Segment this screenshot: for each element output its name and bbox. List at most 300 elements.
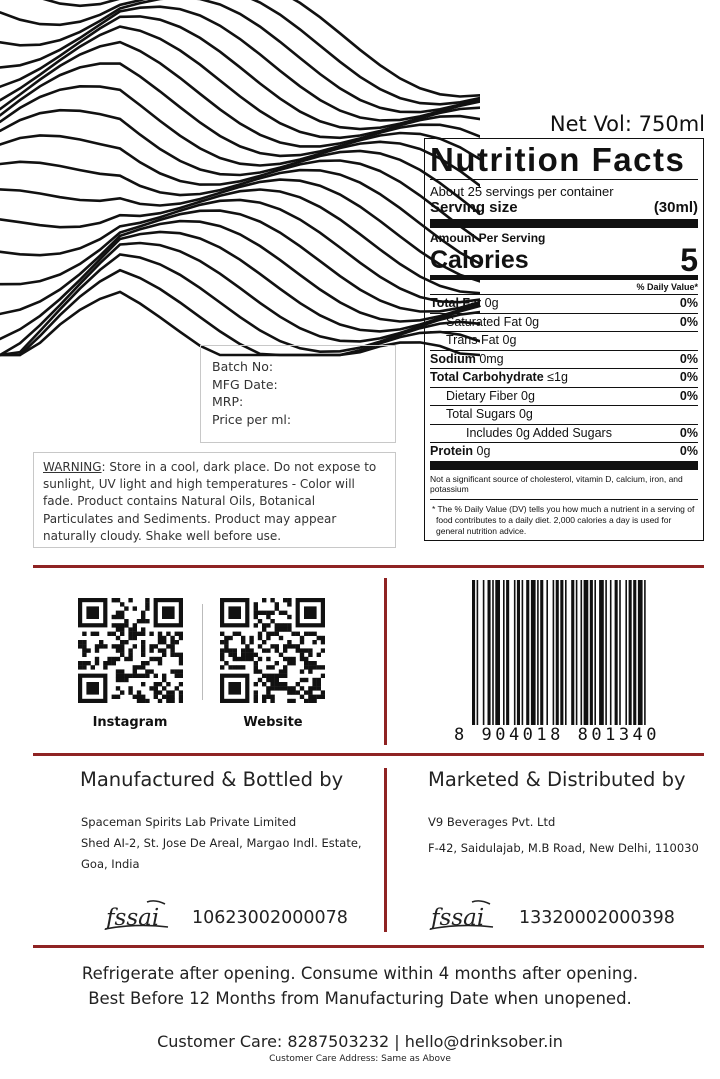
qr-module — [141, 648, 145, 652]
barcode-bar — [644, 580, 646, 725]
batch-info-box — [200, 345, 396, 443]
qr-module — [162, 636, 166, 640]
nutrient-amount: Dietary Fiber 0g — [446, 388, 535, 403]
qr-module — [133, 636, 137, 640]
qr-module — [237, 657, 241, 661]
nutrient-row — [430, 425, 698, 444]
barcode-bar — [599, 580, 604, 725]
qr-module — [220, 640, 224, 644]
qr-module — [220, 665, 224, 669]
qr-module — [304, 690, 308, 694]
nutrient-amount: Includes 0g Added Sugars — [466, 425, 612, 440]
daily-value-header: % Daily Value* — [430, 280, 698, 295]
qr-module — [262, 640, 266, 644]
qr-module — [270, 674, 274, 678]
barcode-bar — [594, 580, 596, 725]
qr-module — [254, 653, 258, 657]
art-line — [0, 42, 480, 146]
qr-module — [275, 606, 279, 610]
qr-module — [175, 653, 179, 657]
net-volume: Net Vol: 750ml — [549, 112, 705, 136]
qr-module — [279, 653, 283, 657]
qr-module — [312, 661, 316, 665]
qr-module — [270, 682, 274, 686]
qr-module — [158, 699, 162, 703]
qr-module — [241, 648, 245, 652]
qr-module — [128, 686, 132, 690]
divider — [33, 945, 704, 948]
divider — [33, 565, 704, 568]
nutrient-amount: Saturated Fat 0g — [446, 314, 540, 329]
qr-module — [300, 695, 304, 699]
qr-module — [179, 632, 183, 636]
qr-module — [300, 640, 304, 644]
qr-module — [103, 661, 107, 665]
qr-module — [82, 661, 86, 665]
qr-module — [258, 636, 262, 640]
customer-care-address: Customer Care Address: Same as Above — [269, 1054, 451, 1064]
manufacturer-name: Spaceman Spirits Lab Private Limited — [81, 815, 297, 829]
qr-module — [154, 695, 158, 699]
art-line — [0, 162, 480, 264]
qr-module — [228, 665, 232, 669]
qr-module — [254, 606, 258, 610]
qr-module — [266, 611, 270, 615]
price-per-ml: Price per ml: — [212, 411, 292, 427]
qr-module — [266, 632, 270, 636]
qr-module — [145, 699, 149, 703]
qr-module — [262, 627, 266, 631]
qr-module — [82, 653, 86, 657]
qr-module — [120, 627, 124, 631]
qr-module — [254, 669, 258, 673]
qr-module — [266, 690, 270, 694]
qr-module — [283, 627, 287, 631]
nutrient-pct: 0% — [679, 425, 698, 440]
qr-module — [175, 669, 179, 673]
qr-module — [262, 598, 266, 602]
qr-module — [228, 682, 241, 695]
qr-module — [300, 657, 304, 661]
nutrient-pct: 0% — [679, 314, 698, 329]
qr-module — [137, 690, 141, 694]
qr-module — [120, 632, 124, 636]
instagram-qr-code[interactable] — [78, 598, 183, 703]
nutrient-pct: 0% — [679, 370, 698, 384]
qr-module — [141, 644, 145, 648]
qr-module — [158, 682, 162, 686]
nutrient-pct: 0% — [679, 296, 698, 310]
qr-module — [220, 653, 224, 657]
manufacturer-street: Shed AI-2, St. Jose De Areal, Margao Indl. Estate, — [81, 836, 362, 850]
qr-module — [120, 615, 124, 619]
qr-module — [154, 686, 158, 690]
qr-module — [275, 623, 279, 627]
qr-module — [162, 686, 166, 690]
marketer-heading: Marketed & Distributed by — [428, 768, 686, 791]
qr-module — [128, 653, 132, 657]
calories-label: Calories — [430, 246, 529, 274]
calories-value: 5 — [680, 242, 698, 278]
qr-module — [300, 653, 304, 657]
manufacturer-fssai-license: 10623002000078 — [192, 908, 348, 928]
qr-module — [275, 627, 279, 631]
qr-module — [141, 627, 145, 631]
qr-module — [224, 636, 228, 640]
warning-text: : Store in a cool, dark place. Do not expose to sunlight, UV light and high temperatures - Color will fade. Product contains Natural Oils, Botanical Particulates and Sediments. Product may appear naturally cloudy. Shake well before use. — [43, 460, 377, 543]
qr-module — [262, 648, 266, 652]
qr-module — [141, 661, 145, 665]
qr-module — [95, 632, 99, 636]
qr-module — [166, 644, 170, 648]
qr-module — [170, 644, 174, 648]
storage-line-2: Best Before 12 Months from Manufacturing Date when unopened. — [88, 989, 632, 1008]
qr-module — [86, 682, 99, 695]
qr-module — [266, 674, 270, 678]
qr-module — [137, 619, 141, 623]
qr-module — [317, 678, 321, 682]
qr-module — [120, 640, 124, 644]
qr-module — [283, 598, 287, 602]
mfg-date: MFG Date: — [212, 376, 278, 392]
qr-module — [158, 661, 162, 665]
qr-module — [220, 657, 224, 661]
art-line — [0, 221, 480, 321]
qr-module — [283, 611, 287, 615]
daily-value-note: * The % Daily Value (DV) tells you how much a nutrient in a serving of food contributes to a daily diet. 2,000 calories a day is used for general nutrition advice. — [432, 503, 695, 536]
qr-module — [287, 661, 291, 665]
qr-module — [124, 674, 128, 678]
qr-module — [241, 636, 245, 640]
qr-module — [162, 606, 175, 619]
barcode-bar — [610, 580, 612, 725]
servings-per-container: About 25 servings per container — [430, 184, 614, 199]
qr-module — [158, 657, 162, 661]
qr-module — [291, 657, 295, 661]
qr-module — [308, 653, 312, 657]
nutrient-amount: ≤1g — [543, 370, 568, 384]
nutrient-amount: Total Sugars 0g — [446, 407, 533, 421]
barcode-bar — [517, 580, 520, 725]
qr-module — [304, 657, 308, 661]
qr-module — [317, 686, 321, 690]
qr-module — [116, 598, 120, 602]
qr-module — [154, 682, 158, 686]
qr-module — [170, 695, 174, 699]
qr-module — [128, 648, 132, 652]
qr-module — [317, 665, 321, 669]
qr-module — [141, 699, 145, 703]
marketer-address — [428, 812, 699, 859]
qr-module — [149, 644, 153, 648]
qr-module — [116, 648, 120, 652]
qr-module — [283, 682, 287, 686]
qr-module — [279, 686, 283, 690]
qr-module — [254, 665, 258, 669]
qr-module — [317, 636, 321, 640]
qr-module — [300, 686, 304, 690]
qr-module — [95, 657, 99, 661]
qr-module — [179, 695, 183, 699]
qr-module — [300, 669, 304, 673]
qr-module — [137, 699, 141, 703]
qr-module — [158, 636, 162, 640]
qr-module — [149, 648, 153, 652]
qr-module — [317, 695, 321, 699]
nutrient-row — [430, 351, 698, 370]
qr-module — [124, 640, 128, 644]
qr-module — [233, 632, 237, 636]
nutrient-amount: 0g — [473, 444, 491, 458]
qr-module — [266, 648, 270, 652]
qr-module — [321, 674, 325, 678]
qr-module — [162, 678, 166, 682]
qr-module — [179, 661, 183, 665]
qr-module — [321, 648, 325, 652]
barcode-bar — [546, 580, 548, 725]
nutrient-pct: 0% — [679, 388, 698, 403]
qr-module — [312, 632, 316, 636]
qr-module — [154, 674, 158, 678]
qr-module — [133, 644, 137, 648]
barcode-bar — [514, 580, 516, 725]
qr-module — [116, 611, 120, 615]
qr-module — [249, 648, 253, 652]
qr-module — [279, 611, 283, 615]
qr-module — [116, 678, 120, 682]
qr-module — [95, 661, 99, 665]
amount-per-serving: Amount Per Serving — [430, 231, 546, 245]
qr-module — [270, 665, 274, 669]
qr-module — [254, 615, 258, 619]
storage-instructions — [0, 961, 720, 1011]
qr-module — [128, 632, 132, 636]
qr-module — [287, 640, 291, 644]
qr-module — [149, 669, 153, 673]
qr-module — [158, 632, 162, 636]
qr-module — [254, 623, 258, 627]
qr-module — [321, 636, 325, 640]
qr-module — [312, 695, 316, 699]
qr-module — [262, 682, 266, 686]
qr-module — [141, 615, 145, 619]
qr-module — [78, 644, 82, 648]
qr-module — [317, 682, 321, 686]
qr-module — [141, 632, 145, 636]
qr-module — [137, 665, 141, 669]
serving-size-label: Serving size — [430, 199, 518, 216]
qr-module — [162, 674, 166, 678]
qr-module — [145, 674, 149, 678]
qr-module — [304, 648, 308, 652]
fssai-logo-text: fssai — [431, 905, 485, 931]
customer-care: Customer Care: 8287503232 | hello@drinksober.in — [157, 1032, 563, 1051]
qr-module — [116, 674, 120, 678]
qr-module — [270, 619, 274, 623]
qr-module — [128, 674, 132, 678]
qr-module — [86, 648, 90, 652]
qr-module — [158, 648, 162, 652]
barcode-bar — [522, 580, 524, 725]
nutrient-amount: 0mg — [475, 351, 504, 366]
qr-module — [78, 640, 82, 644]
qr-module — [312, 686, 316, 690]
qr-module — [162, 648, 166, 652]
qr-module — [283, 686, 287, 690]
nutrient-row — [430, 295, 698, 314]
qr-module — [262, 623, 266, 627]
qr-module — [179, 682, 183, 686]
qr-module — [254, 611, 258, 615]
qr-module — [133, 606, 137, 610]
barcode-bar — [506, 580, 509, 725]
warning-box — [33, 452, 396, 548]
qr-module — [249, 640, 253, 644]
qr-module — [296, 644, 300, 648]
qr-module — [300, 678, 304, 682]
qr-module — [95, 644, 99, 648]
qr-module — [145, 669, 149, 673]
qr-module — [162, 695, 166, 699]
marketer-name: V9 Beverages Pvt. Ltd — [428, 815, 556, 829]
qr-module — [266, 686, 270, 690]
qr-module — [245, 657, 249, 661]
qr-module — [237, 665, 241, 669]
qr-module — [312, 699, 316, 703]
qr-module — [279, 669, 283, 673]
qr-module — [258, 611, 262, 615]
nutrient-row — [430, 406, 698, 425]
qr-module — [275, 661, 279, 665]
nutrient-name: Protein — [430, 444, 474, 458]
barcode-bar — [565, 580, 567, 725]
qr-module — [133, 674, 137, 678]
qr-module — [308, 695, 312, 699]
nutrient-row — [430, 388, 698, 407]
qr-module — [82, 665, 86, 669]
qr-module — [275, 678, 279, 682]
qr-module — [154, 690, 158, 694]
nutrient-row — [430, 332, 698, 351]
serving-size-value: (30ml) — [653, 199, 698, 216]
qr-module — [116, 623, 120, 627]
qr-module — [300, 648, 304, 652]
qr-module — [116, 669, 120, 673]
qr-module — [112, 598, 116, 602]
qr-module — [141, 619, 145, 623]
barcode-bar — [537, 580, 539, 725]
barcode-bar — [560, 580, 563, 725]
qr-module — [287, 699, 291, 703]
qr-module — [112, 657, 116, 661]
qr-module — [179, 699, 183, 703]
qr-module — [287, 602, 291, 606]
qr-module — [304, 665, 308, 669]
qr-module — [82, 644, 86, 648]
qr-module — [233, 653, 237, 657]
qr-module — [291, 632, 295, 636]
qr-module — [308, 632, 312, 636]
mrp: MRP: — [212, 394, 244, 409]
qr-module — [262, 695, 266, 699]
qr-module — [287, 686, 291, 690]
qr-module — [224, 661, 228, 665]
barcode-bar — [581, 580, 583, 725]
qr-module — [241, 657, 245, 661]
qr-module — [128, 657, 132, 661]
qr-module — [145, 661, 149, 665]
qr-module — [170, 690, 174, 694]
qr-module — [112, 615, 116, 619]
qr-module — [266, 615, 270, 619]
qr-module — [120, 678, 124, 682]
qr-module — [245, 648, 249, 652]
qr-module — [308, 648, 312, 652]
qr-module — [283, 669, 287, 673]
barcode-bar — [495, 580, 500, 725]
qr-module — [224, 648, 228, 652]
qr-module — [82, 648, 86, 652]
fssai-logo — [428, 900, 496, 936]
qr-module — [228, 648, 232, 652]
nutrient-amount: Trans Fat 0g — [446, 333, 517, 347]
qr-module — [133, 623, 137, 627]
qr-module — [266, 623, 270, 627]
qr-module — [141, 665, 145, 669]
qr-module — [120, 674, 124, 678]
qr-module — [120, 623, 124, 627]
qr-module — [321, 665, 325, 669]
qr-module — [175, 632, 179, 636]
art-line — [0, 232, 480, 339]
qr-module — [279, 636, 283, 640]
qr-module — [233, 648, 237, 652]
qr-module — [291, 661, 295, 665]
qr-module — [283, 674, 287, 678]
qr-module — [120, 648, 124, 652]
qr-module — [82, 640, 86, 644]
qr-module — [266, 657, 270, 661]
qr-module — [224, 644, 228, 648]
qr-module — [300, 636, 304, 640]
qr-module — [133, 632, 137, 636]
qr-module — [249, 636, 253, 640]
nutrient-pct: 0% — [679, 444, 698, 458]
qr-module — [304, 678, 308, 682]
qr-module — [145, 619, 149, 623]
nutrient-name: Sodium — [430, 351, 476, 366]
calories-row — [430, 242, 698, 280]
qr-module — [120, 653, 124, 657]
qr-module — [91, 632, 95, 636]
qr-module — [287, 690, 291, 694]
qr-module — [128, 598, 132, 602]
website-qr-code[interactable] — [220, 598, 325, 703]
qr-module — [304, 632, 308, 636]
qr-module — [245, 644, 249, 648]
qr-module — [283, 644, 287, 648]
qr-module — [283, 665, 287, 669]
qr-module — [107, 632, 111, 636]
nutrition-note: Not a significant source of cholesterol, vitamin D, calcium, iron, and potassium — [430, 470, 698, 500]
qr-module — [296, 690, 300, 694]
barcode — [470, 580, 702, 725]
qr-module — [116, 636, 120, 640]
qr-module — [137, 632, 141, 636]
qr-module — [112, 632, 116, 636]
qr-module — [179, 653, 183, 657]
qr-module — [107, 661, 111, 665]
